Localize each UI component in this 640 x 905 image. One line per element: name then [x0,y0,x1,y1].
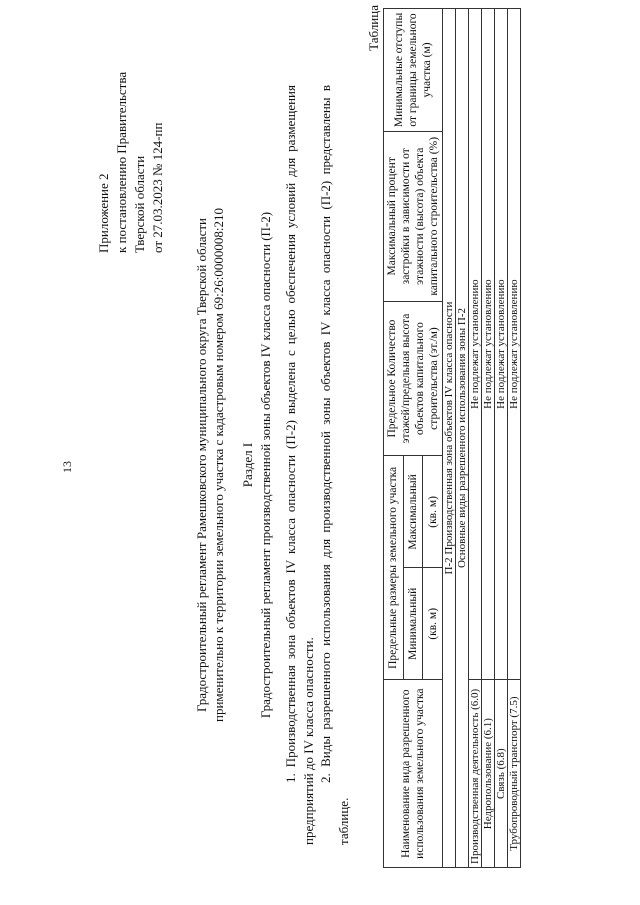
body-text [282,85,352,845]
header-name: Наименование вида разрешенного использования земельного участка [384,680,443,868]
header-max-unit: (кв. м) [423,456,443,568]
main-types-row: Основные виды разрешенного использования зоны П-2 [456,9,469,868]
table-row [456,9,469,868]
use-type-value: Не подлежат установлению [469,9,482,680]
use-type-name: Трубопроводный транспорт (7.5) [508,680,521,868]
title-line: применительно к территории земельного участка с кадастровым номером 69:26:0000008:210 [211,208,226,723]
appendix-line: Приложение 2 [96,173,111,253]
table-row [482,9,495,868]
table-row [443,9,456,868]
section-label: Раздел I [240,442,255,488]
table-row [508,9,521,868]
header-floors: Предельное Количество этажей/предельная высота объектов капитального строительства (эт./м) [384,301,443,456]
section-title: Градостроительный регламент производственной зоны объектов IV класса опасности (П-2) [258,211,273,719]
header-coverage: Максимальный процент застройки в зависимости от этажности (высота) объекта капитального строительства (%) [384,131,443,301]
use-type-value: Не подлежат установлению [482,9,495,680]
use-type-name: Недропользование (6.1) [482,680,495,868]
table-header-row [384,9,404,868]
document-title [193,85,227,845]
use-type-value: Не подлежат установлению [508,9,521,680]
header-plot-sizes: Предельные размеры земельного участка [384,456,404,680]
header-min-unit: (кв. м) [423,568,443,680]
table-label: Таблица [366,5,381,51]
section-heading [239,85,275,845]
use-type-value: Не подлежат установлению [495,9,508,680]
table-row [495,9,508,868]
header-max: Максимальный [403,456,423,568]
paragraph: 1. Производственная зона объектов IV класса опасности (П-2) выделена с целью обеспечения условий для размещения предприятий до IV класса опасности. [283,85,316,845]
use-type-name: Производственная деятельность (6.0) [469,680,482,868]
header-setbacks: Минимальные отступы от границы земельного участка (м) [384,9,443,132]
zone-row: П-2 Производственная зона объектов IV класса опасности [443,9,456,868]
use-type-name: Связь (6.8) [495,680,508,868]
appendix-line: Тверской области [132,155,147,253]
appendix-block [95,23,167,253]
table-row [469,9,482,868]
title-line: Градостроительный регламент Рамешковского муниципального округа Тверской области [194,218,209,712]
page-number: 13 [60,461,74,473]
regulation-table [383,8,521,868]
appendix-line: к постановлению Правительства [114,71,129,253]
appendix-line: от 27.03.2023 № 124-пп [150,122,165,253]
paragraph: 2. Виды разрешенного использования для производственной зоны объектов IV класса опасности (П-2) представлены в таблице. [318,85,351,845]
header-min: Минимальный [403,568,423,680]
